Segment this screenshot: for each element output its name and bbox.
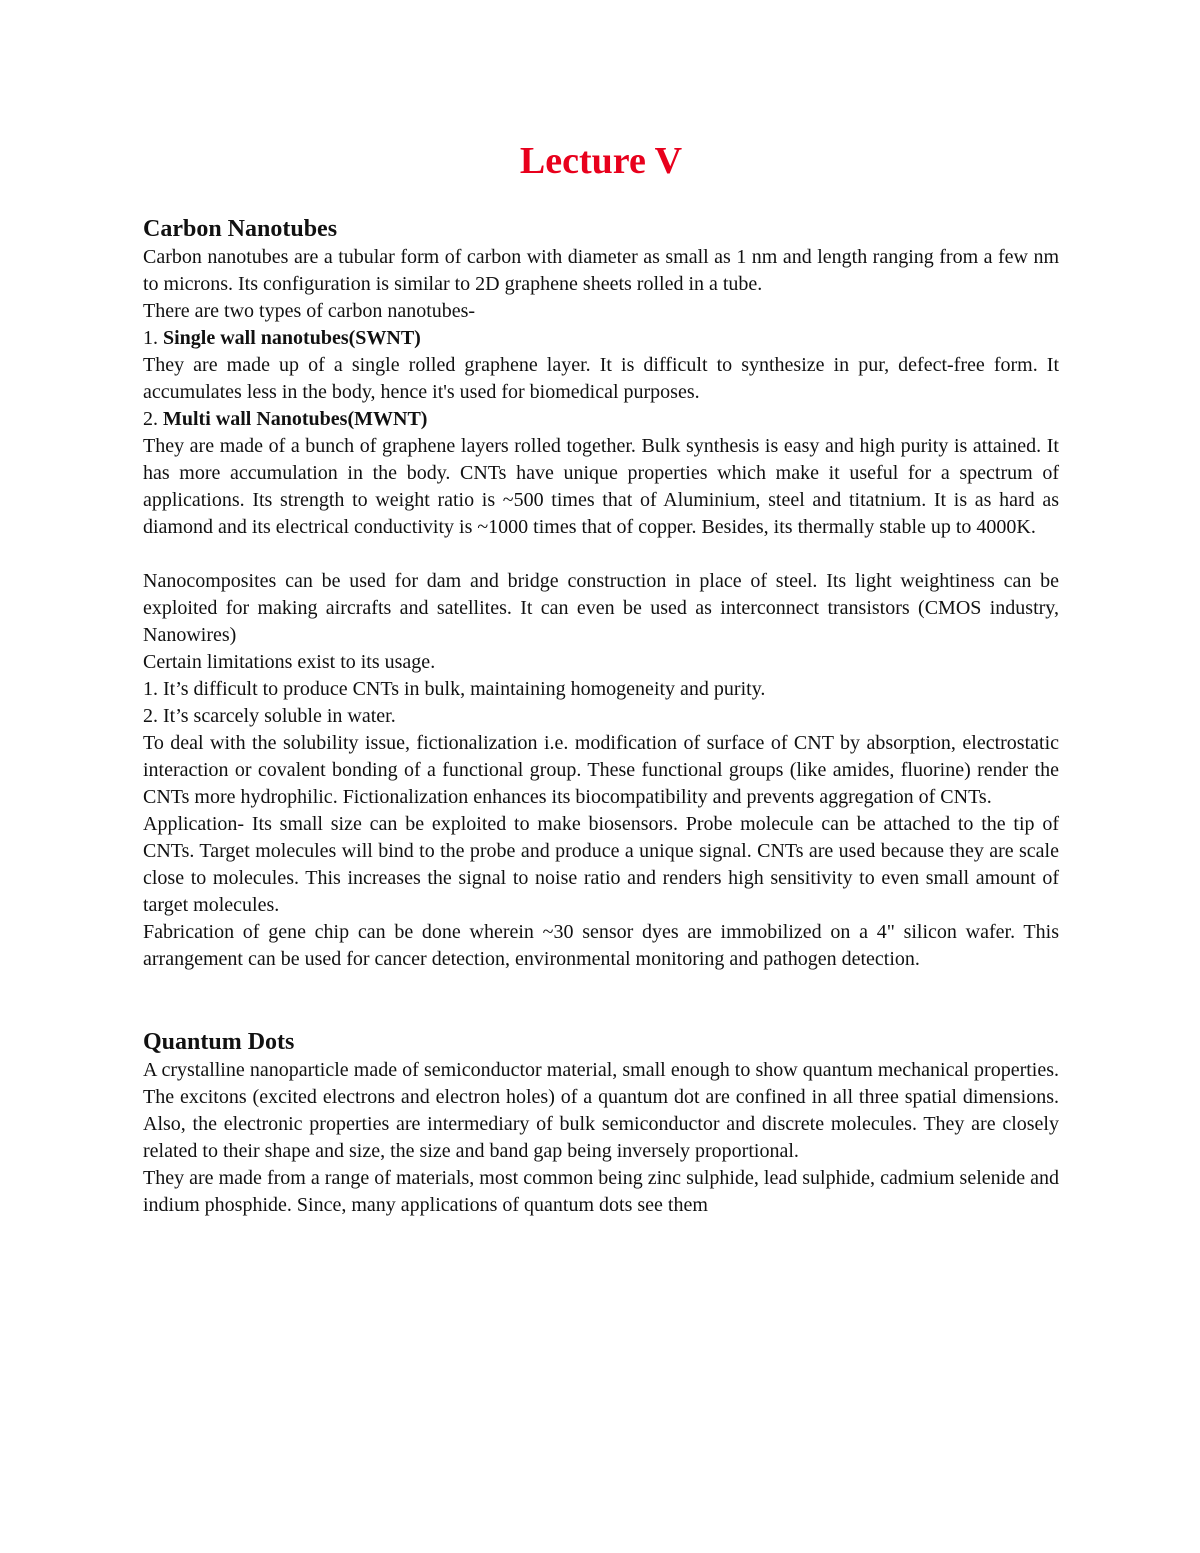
cnt-fabrication-paragraph: Fabrication of gene chip can be done wherein ~30 sensor dyes are immobilized on a 4" silicon wafer. This arrangement can be used for cancer detection, environmental monitoring and pathogen detection. — [143, 921, 1059, 970]
qd-paragraph-1: A crystalline nanoparticle made of semiconductor material, small enough to show quantum mechanical properties. The excitons (excited electrons and electron holes) of a quantum dot are confined in all three spatial dimensions. Also, the electronic properties are intermediary of bulk semiconductor and discrete molecules. They are closely related to their shape and size, the size and band gap being inversely proportional. — [143, 1059, 1059, 1162]
cnt-limitation-2: 2. It’s scarcely soluble in water. — [143, 705, 396, 727]
cnt-solubility-paragraph: To deal with the solubility issue, fictionalization i.e. modification of surface of CNT by absorption, electrostatic interaction or covalent bonding of a functional group. These functional groups (like amides, fluorine) render the CNTs more hydrophilic. Fictionalization enhances its biocompatibility and prevents aggregation of CNTs. — [143, 732, 1059, 808]
cnt-type2-number: 2. — [143, 408, 163, 430]
page-title: Lecture V — [519, 140, 683, 182]
section-heading-carbon-nanotubes: Carbon Nanotubes — [143, 216, 338, 242]
cnt-type1-label: Single wall nanotubes(SWNT) — [163, 327, 421, 349]
cnt-types-intro: There are two types of carbon nanotubes- — [143, 300, 476, 322]
cnt-type2-heading — [143, 406, 1059, 433]
section-spacer — [143, 973, 1059, 1027]
cnt-type1-description: They are made up of a single rolled graphene layer. It is difficult to synthesize in pur, defect-free form. It accumulates less in the body, hence it's used for biomedical purposes. — [143, 354, 1059, 403]
cnt-type1-number: 1. — [143, 327, 163, 349]
paragraph-spacer — [143, 541, 1059, 568]
document-page — [143, 138, 1059, 1219]
cnt-application-paragraph: Application- Its small size can be exploited to make biosensors. Probe molecule can be attached to the tip of CNTs. Target molecules will bind to the probe and produce a unique signal. CNTs are used because they are scale close to molecules. This increases the signal to noise ratio and renders high sensitivity to even small amount of target molecules. — [143, 813, 1059, 916]
cnt-nanocomposites-paragraph: Nanocomposites can be used for dam and bridge construction in place of steel. Its light weightiness can be exploited for making aircrafts and satellites. It can even be used as interconnect transistors (CMOS industry, Nanowires) — [143, 570, 1059, 646]
cnt-limitations-intro: Certain limitations exist to its usage. — [143, 651, 436, 673]
cnt-type1-heading — [143, 325, 1059, 352]
cnt-intro-paragraph: Carbon nanotubes are a tubular form of carbon with diameter as small as 1 nm and length ranging from a few nm to microns. Its configuration is similar to 2D graphene sheets rolled in a tube. — [143, 246, 1059, 295]
qd-paragraph-2: They are made from a range of materials, most common being zinc sulphide, lead sulphide, cadmium selenide and indium phosphide. Since, many applications of quantum dots see them — [143, 1167, 1059, 1216]
cnt-type2-description: They are made of a bunch of graphene layers rolled together. Bulk synthesis is easy and high purity is attained. It has more accumulation in the body. CNTs have unique properties which make it useful for a spectrum of applications. Its strength to weight ratio is ~500 times that of Aluminium, steel and titatnium. It is as hard as diamond and its electrical conductivity is ~1000 times that of copper. Besides, its thermally stable up to 4000K. — [143, 435, 1059, 538]
cnt-type2-label: Multi wall Nanotubes(MWNT) — [163, 408, 428, 430]
cnt-limitation-1: 1. It’s difficult to produce CNTs in bulk, maintaining homogeneity and purity. — [143, 678, 766, 700]
section-heading-quantum-dots: Quantum Dots — [143, 1029, 295, 1055]
